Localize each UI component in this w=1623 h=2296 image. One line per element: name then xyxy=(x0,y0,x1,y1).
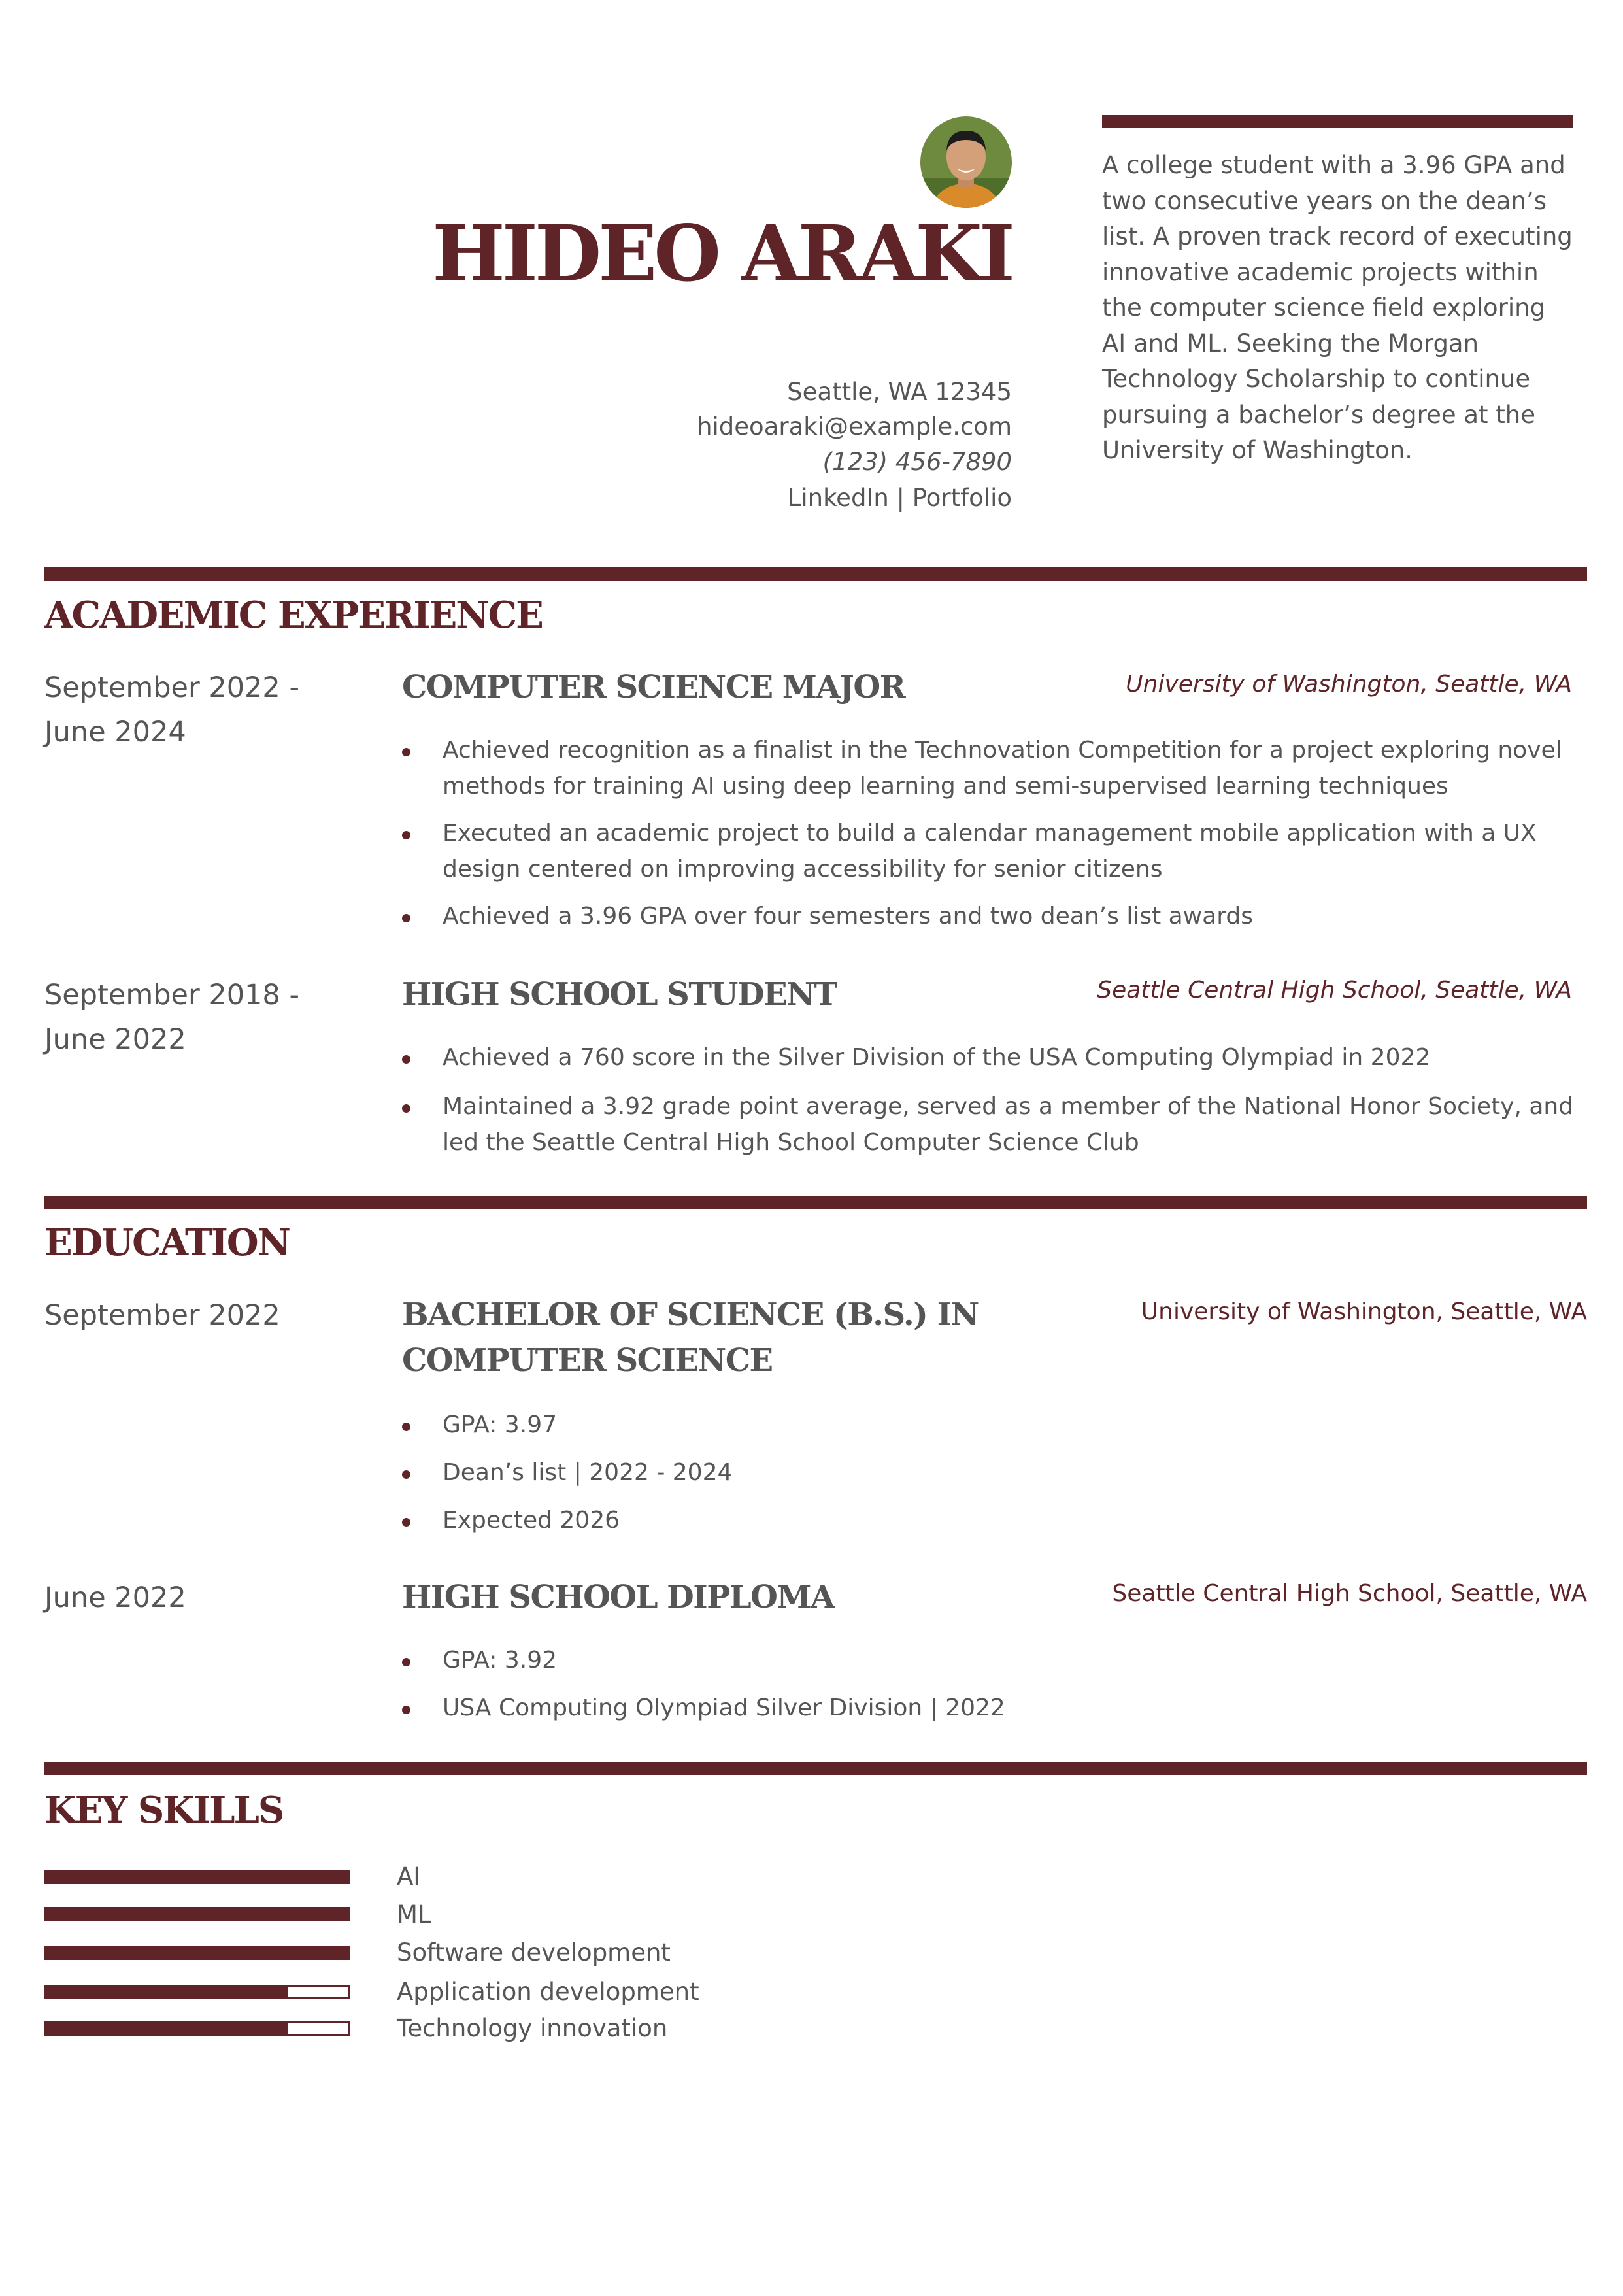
skill-level-fill xyxy=(46,1909,348,1919)
skill-level-fill xyxy=(46,1948,348,1958)
list-item: Executed an academic project to build a calendar management mobile application with a UX design centered on improving accessibility for senior citizens xyxy=(402,815,1579,887)
summary-text: A college student with a 3.96 GPA and two consecutive years on the dean’s list. A proven track record of executing innovative academic projects within the computer science field exploring AI and ML. Seeking the Morgan Technology Scholarship to continue pursuing a bachelor’s degree at the University of Washington. xyxy=(1102,151,1573,464)
section-title-education: EDUCATION xyxy=(44,1221,290,1264)
academic-place: University of Washington, Seattle, WA xyxy=(1126,671,1572,698)
skill-level-bar xyxy=(44,1985,350,1999)
profile-photo xyxy=(920,116,1012,208)
section-divider xyxy=(44,567,1587,581)
education-date: June 2022 xyxy=(44,1581,186,1614)
list-item: Achieved a 760 score in the Silver Division of the USA Computing Olympiad in 2022 xyxy=(402,1039,1579,1075)
bullet-icon xyxy=(402,914,410,922)
list-item: GPA: 3.92 xyxy=(402,1642,1579,1678)
list-item: Achieved a 3.96 GPA over four semesters and two dean’s list awards xyxy=(402,898,1579,934)
education-place: Seattle Central High School, Seattle, WA xyxy=(1112,1580,1587,1607)
contact-phone: (123) 456-7890 xyxy=(822,448,1012,476)
bullet-icon xyxy=(402,1055,410,1064)
skill-label: Technology innovation xyxy=(397,2014,668,2042)
list-item: USA Computing Olympiad Silver Division | 2022 xyxy=(402,1690,1579,1726)
bullet-icon xyxy=(402,1104,410,1113)
list-item: Achieved recognition as a finalist in the Technovation Competition for a project exploring novel methods for training AI using deep learning and semi-supervised learning techniques xyxy=(402,732,1579,804)
bullet-icon xyxy=(402,1423,410,1431)
academic-place: Seattle Central High School, Seattle, WA xyxy=(1097,977,1572,1004)
bullet-icon xyxy=(402,831,410,839)
contact-location: Seattle, WA 12345 xyxy=(787,378,1012,406)
skill-label: AI xyxy=(397,1863,421,1891)
section-title-skills: KEY SKILLS xyxy=(44,1789,284,1832)
skill-level-bar xyxy=(44,2021,350,2036)
list-item: Maintained a 3.92 grade point average, served as a member of the National Honor Society, and led the Seattle Central High School Computer Science Club xyxy=(402,1089,1579,1160)
section-divider xyxy=(44,1762,1587,1775)
section-title-academic: ACADEMIC EXPERIENCE xyxy=(44,594,543,637)
candidate-name: HIDEO ARAKI xyxy=(432,208,1012,299)
academic-date: September 2022 - June 2024 xyxy=(44,671,299,749)
skill-label: Application development xyxy=(397,1978,699,2006)
skill-label: Software development xyxy=(397,1938,671,1967)
skill-level-fill xyxy=(46,1872,348,1882)
academic-bullets xyxy=(402,732,1579,934)
list-item: GPA: 3.97 xyxy=(402,1407,1579,1443)
skill-label: ML xyxy=(397,1900,431,1929)
education-place: University of Washington, Seattle, WA xyxy=(1141,1298,1587,1325)
academic-role: COMPUTER SCIENCE MAJOR xyxy=(402,669,905,705)
list-item: Expected 2026 xyxy=(402,1502,1579,1538)
education-degree: HIGH SCHOOL DIPLOMA xyxy=(402,1579,834,1615)
academic-role: HIGH SCHOOL STUDENT xyxy=(402,976,837,1013)
skill-level-bar xyxy=(44,1946,350,1960)
section-divider xyxy=(44,1196,1587,1209)
contact-email[interactable]: hideoaraki@example.com xyxy=(697,413,1012,441)
academic-date: September 2018 - June 2022 xyxy=(44,979,299,1056)
avatar xyxy=(920,116,1012,208)
bullet-icon xyxy=(402,748,410,756)
skill-level-bar xyxy=(44,1870,350,1884)
bullet-icon xyxy=(402,1470,410,1479)
skill-level-bar xyxy=(44,1907,350,1921)
education-bullets xyxy=(402,1642,1579,1726)
skill-level-fill xyxy=(46,1987,288,1997)
education-bullets xyxy=(402,1407,1579,1538)
bullet-icon xyxy=(402,1658,410,1666)
summary-rule xyxy=(1102,115,1573,128)
academic-bullets xyxy=(402,1039,1579,1160)
list-item: Dean’s list | 2022 - 2024 xyxy=(402,1455,1579,1491)
contact-links[interactable]: LinkedIn | Portfolio xyxy=(787,484,1012,512)
education-date: September 2022 xyxy=(44,1299,280,1332)
bullet-icon xyxy=(402,1518,410,1527)
skill-level-fill xyxy=(46,2023,288,2034)
bullet-icon xyxy=(402,1706,410,1714)
education-degree: BACHELOR OF SCIENCE (B.S.) IN COMPUTER SCIENCE xyxy=(402,1296,979,1379)
